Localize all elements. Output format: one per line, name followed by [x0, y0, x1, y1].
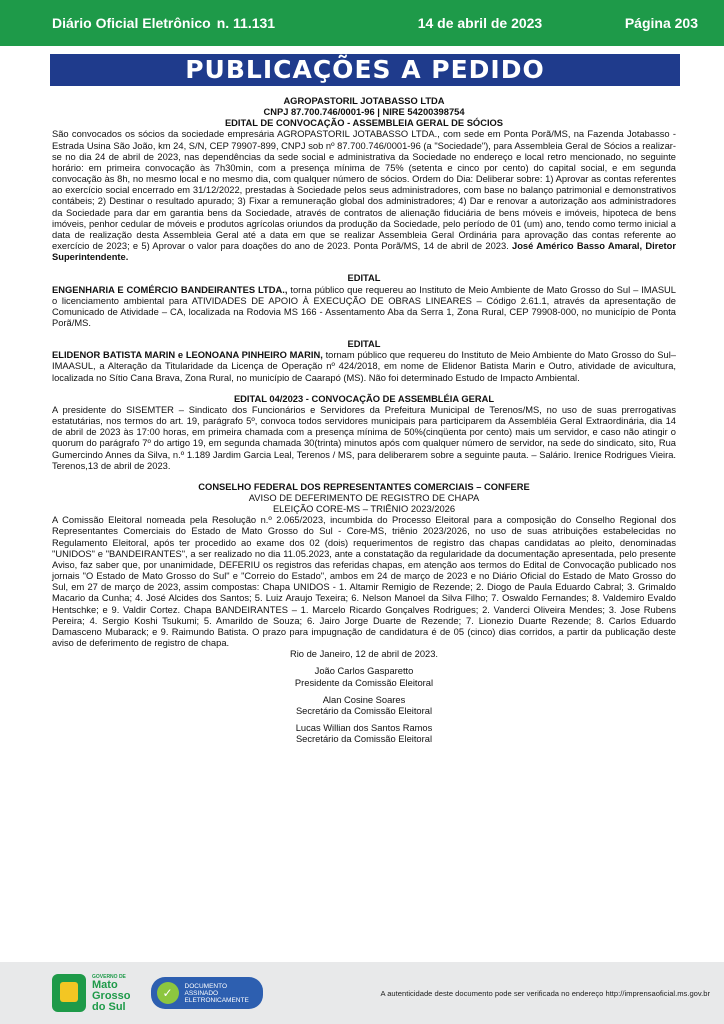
- header-bar: [0, 0, 724, 46]
- signer-role: Secretário da Comissão Eleitoral: [295, 705, 433, 716]
- signer-name: Alan Cosine Soares: [322, 694, 406, 705]
- badge-text: [185, 983, 249, 1004]
- place-date: Rio de Janeiro, 12 de abril de 2023.: [289, 649, 439, 660]
- signature-block: [52, 723, 676, 745]
- edital-body: [52, 350, 676, 383]
- page-number: Página 203: [624, 15, 698, 31]
- badge-line-2: ASSINADO: [184, 989, 219, 997]
- journal-name: Diário Oficial Eletrônico: [52, 15, 211, 31]
- ms-government-logo: [52, 974, 131, 1013]
- edital-text: São convocados os sócios da sociedade empresária AGROPASTORIL JOTABASSO LTDA., com sede em Ponta Porã/MS, na Fazenda Jotabasso - Estrada Usina São João, km 24, S/N, CEP 79907-899, CNPJ sob nº 87.700.746/0001-96 (a "Sociedade"), para Assembleia Geral de Sócios a realizar-se no dia 24 de abril de 2023, nas dependências da sede social e administrativa da Sociedade no endereço e local retro mencionado, no seguinte horário: em primeira convocação às 7h30min, com a presença mínima de 75% (setenta e cinco por cento) do capital social, e em segunda convocação às 8h, no mesmo local e no mesmo dia, com qualquer número de sócios. Ordem do Dia: Deliberar sobre: 1) Aprovar as contas referentes ao exercício social encerrado em 31/12/2022, prestadas à Sociedade pelos seus administradores, com base no balanço patrimonial e demonstrativos contábeis; 2) Destinar o resultado apurado; 3) Fixar a remuneração global dos administradores; 4) Dar e renovar a autorização aos administradores da Sociedade para dar em garantia bens da Sociedade, através de contratos de alienação fiduciária de bens móveis e imóveis, hipoteca de bens imóveis, penhor cedular de móveis e produtos agrícolas oriundos da produção da Sociedade, pelo período de 01 (um) ano, tendo como termo inicial a data de realização desta Assembleia Geral até a data em que se realizar Assembleia Geral Ordinária para aprovação das contas referente ao exercício de 2023; e 5) Aprovar o valor para doações do ano de 2023. Ponta Porã/MS, 14 de abril de 2023.: [52, 129, 676, 252]
- edital-heading: EDITAL: [347, 273, 381, 284]
- publication-sisemter: [52, 394, 676, 472]
- publication-confere: [52, 482, 676, 745]
- check-lock-icon: ✓: [157, 982, 179, 1004]
- company-name: AGROPASTORIL JOTABASSO LTDA: [283, 96, 445, 106]
- edital-body: A presidente do SISEMTER – Sindicato dos Funcionários e Servidores da Prefeitura Municipal de Terenos/MS, no uso de suas prerrogativas estatutárias, nos termos do art. 19, parágrafo 5º, convoca todos servidores municipais para participarem da Assembléia Geral Extraordinária, dia 14 de abril de 2023 às 17:00 horas, em primeira chamada com a presença mínima de 50%(cinqüenta por cento) mais um servidor, e caso não atingir o quorum do parágrafo 7º do artigo 19, em segunda chamada 30(trinta) minutos após com qualquer número de servidor, na sede do sindicato, sito, Rua Gumercindo Annes da Silva, n.º 1.189 Jardim Garcia Leal, Terenos / MS, para deliberarem sobre a seguinte pauta. – Salário. Irenice Rodrigues Vieira. Terenos,13 de abril de 2023.: [52, 404, 676, 471]
- journal-number: n. 11.131: [216, 15, 276, 31]
- logo-line-3: do Sul: [92, 1000, 126, 1013]
- logo-line-2: Grosso: [92, 989, 131, 1002]
- badge-line-3: ELETRONICAMENTE: [184, 996, 249, 1004]
- edital-heading: EDITAL DE CONVOCAÇÃO - ASSEMBLEIA GERAL DE SÓCIOS: [224, 118, 504, 129]
- journal-info: [52, 15, 275, 31]
- signature-block: [52, 666, 676, 688]
- edital-body: [52, 129, 676, 263]
- publication-marin: [52, 339, 676, 384]
- applicant-name: ELIDENOR BATISTA MARIN e LEONOANA PINHEIRO MARIN,: [52, 350, 323, 361]
- ms-logo-text: [92, 974, 131, 1013]
- edital-heading: EDITAL: [347, 339, 381, 350]
- publications-content: [52, 96, 676, 745]
- council-heading: CONSELHO FEDERAL DOS REPRESENTANTES COMERCIAIS – CONFERE: [198, 481, 530, 492]
- signed-document-badge: [151, 977, 263, 1009]
- publication-date: 14 de abril de 2023: [417, 15, 543, 31]
- authenticity-note: A autenticidade deste documento pode ser verificada no endereço http://imprensaoficial.ms.gov.br: [380, 988, 710, 998]
- publication-agropastoril: [52, 96, 676, 263]
- election-title: ELEIÇÃO CORE-MS – TRIÊNIO 2023/2026: [272, 504, 456, 515]
- signer-name: Lucas Willian dos Santos Ramos: [295, 722, 433, 733]
- signature-block: [52, 695, 676, 717]
- signer-role: Presidente da Comissão Eleitoral: [294, 677, 434, 688]
- edital-signer: José Américo Basso Amaral, Diretor Superintendente.: [52, 241, 676, 263]
- edital-heading: EDITAL 04/2023 - CONVOCAÇÃO DE ASSEMBLÉIA GERAL: [233, 393, 495, 404]
- logo-line-1: Mato: [92, 978, 118, 991]
- applicant-name: ENGENHARIA E COMÉRCIO BANDEIRANTES LTDA.,: [52, 284, 288, 295]
- notice-body: A Comissão Eleitoral nomeada pela Resolução n.º 2.065/2023, incumbida do Processo Eleitoral para a composição do Conselho Regional dos Representantes Comerciais do Estado de Mato Grosso do Sul - Core-MS, triênio 2023/2026, no uso de suas atribuições estabelecidas no Regulamento Eleitoral, após ter procedido ao exame dos 02 (dois) requerimentos de registro das chapas candidatas ao pleito, denominadas "UNIDOS" e "BANDEIRANTES", a ser realizado no dia 11.05.2023, ante a constatação da regularidade da documentação apresentada, pelo presente Aviso, faz saber que, por unanimidade, DEFERIU os registros das referidas chapas, em atenção aos termos do Edital de Convocação publicado nos jornais "O Estado de Mato Grosso do Sul" e "Correio do Estado", ambos em 24 de março de 2023 e no Diário Oficial do Estado de Mato Grosso do Sul, em 27 de março de 2023, assim compostas: Chapa UNIDOS - 1. Altamir Remigio de Rezende; 2. Diogo de Paula Eduardo Cabral; 3. Grimaldo Macario da Cunha; 4. José Alcides dos Santos; 5. Luiz Araujo Texeira; 6. Nelson Manoel da Silva Filho; 7. Oswaldo Fernandes; 8. Valdemiro Evaldo Hentschke; e 9. Valdir Cortez. Chapa BANDEIRANTES – 1. Marcelo Ricardo Gonçalves Rodrigues; 2. Vanderci Oliveira Mendes; 3. Jose Rubens Pereira; 4. Sergio Koshi Tsukumi; 5. Amarildo de Souza; 6. Jairo Jorge Duarte de Rezende; 7. Lionezio Duarte Rezende; 8. Carlos Eduardo Damasceno Mubarack; e 9. Raimundo Batista. O prazo para impugnação de candidatura é de 05 (cinco) dias corridos, a partir da publicação deste aviso de deferimento de registro de chapa.: [52, 515, 676, 649]
- logo-small-text: GOVERNO DE: [92, 973, 126, 980]
- section-title: PUBLICAÇÕES A PEDIDO: [50, 54, 680, 86]
- signer-name: João Carlos Gasparetto: [314, 666, 414, 677]
- edital-text: tornam público que requereu do Instituto de Meio Ambiente do Mato Grosso do Sul– IMAASUL, a Alteração da Titularidade da Licença de Operação nº 424/2018, em nome de Elidenor Batista Marin e Outro, atividade de avicultura, localizada no Sítio Cana Brava, Zona Rural, no município de Caarapó (MS). Não foi determinado Estudo de Impacto Ambiental.: [52, 350, 676, 383]
- edital-text: torna público que requereu ao Instituto de Meio Ambiente de Mato Grosso do Sul – IMASUL o licenciamento ambiental para ATIVIDADES DE APOIO À EXECUÇÃO DE OBRAS LINEARES – Código 2.61.1, através da apresentação de Comunicado de Atividade – CA, localizada na Rodovia MS 166 - Assentamento Aba da Serra 1, Zona Rural, CEP 79908-000, no município de Ponta Porã/MS.: [52, 284, 676, 328]
- notice-subheading: AVISO DE DEFERIMENTO DE REGISTRO DE CHAPA: [248, 493, 480, 503]
- ms-shield-icon: [52, 974, 86, 1012]
- publication-bandeirantes: [52, 273, 676, 329]
- company-ids: CNPJ 87.700.746/0001-96 | NIRE 54200398754: [263, 107, 465, 118]
- edital-body: [52, 285, 676, 330]
- badge-line-1: DOCUMENTO: [184, 982, 228, 990]
- footer: [0, 962, 724, 1024]
- signer-role: Secretário da Comissão Eleitoral: [295, 734, 433, 745]
